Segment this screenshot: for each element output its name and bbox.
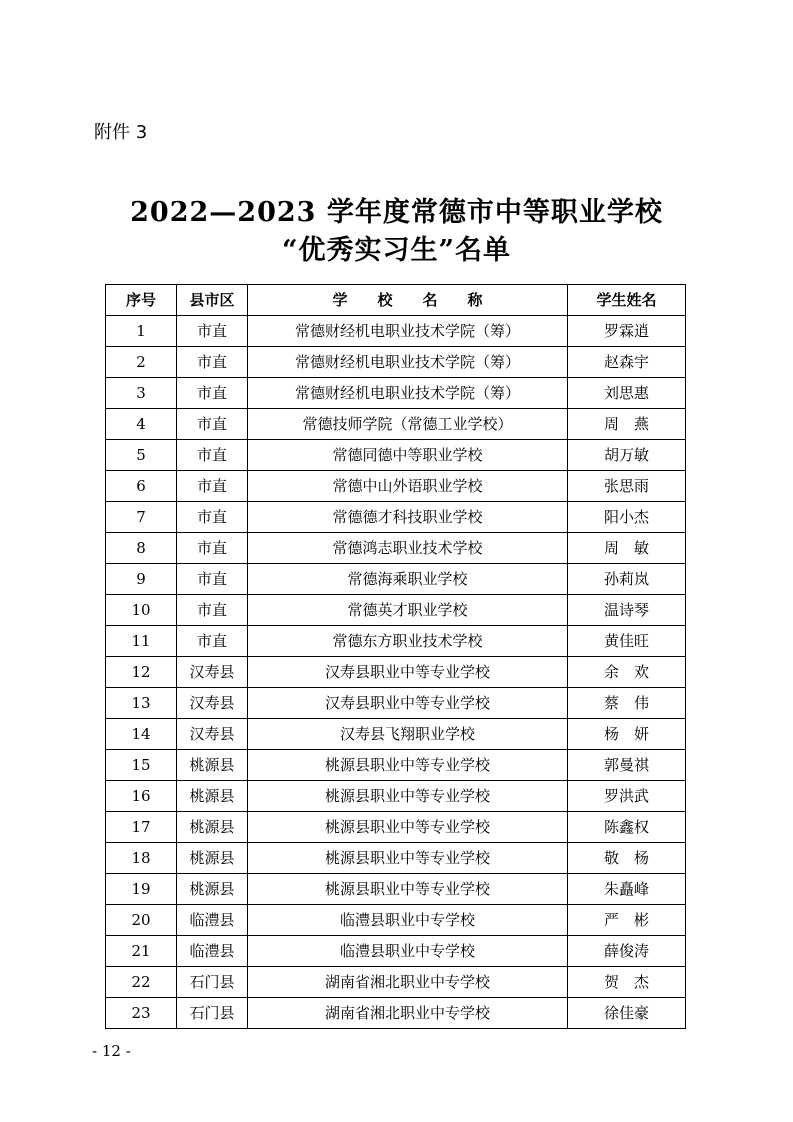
table-row	[106, 347, 686, 378]
cell-index: 22	[106, 967, 177, 998]
header-index: 序号	[106, 285, 177, 316]
cell-district: 桃源县	[177, 750, 248, 781]
table-row	[106, 378, 686, 409]
table-row	[106, 595, 686, 626]
cell-school: 常德海乘职业学校	[248, 564, 568, 595]
table-row	[106, 905, 686, 936]
cell-district: 桃源县	[177, 843, 248, 874]
cell-school: 常德鸿志职业技术学校	[248, 533, 568, 564]
cell-student: 张思雨	[568, 471, 686, 502]
cell-index: 10	[106, 595, 177, 626]
cell-index: 7	[106, 502, 177, 533]
cell-school: 常德技师学院（常德工业学校）	[248, 409, 568, 440]
cell-district: 汉寿县	[177, 657, 248, 688]
table-row	[106, 750, 686, 781]
cell-index: 12	[106, 657, 177, 688]
cell-district: 石门县	[177, 998, 248, 1029]
cell-index: 14	[106, 719, 177, 750]
cell-student: 周 敏	[568, 533, 686, 564]
cell-district: 临澧县	[177, 905, 248, 936]
cell-district: 市直	[177, 440, 248, 471]
cell-student: 郭曼祺	[568, 750, 686, 781]
cell-school: 桃源县职业中等专业学校	[248, 874, 568, 905]
cell-school: 桃源县职业中等专业学校	[248, 812, 568, 843]
cell-district: 市直	[177, 502, 248, 533]
cell-student: 余 欢	[568, 657, 686, 688]
cell-school: 桃源县职业中等专业学校	[248, 781, 568, 812]
page-title-line-2: “优秀实习生”名单	[281, 235, 512, 266]
cell-student: 徐佳豪	[568, 998, 686, 1029]
cell-district: 市直	[177, 316, 248, 347]
table-row	[106, 564, 686, 595]
table-row	[106, 502, 686, 533]
table-row	[106, 440, 686, 471]
cell-school: 湖南省湘北职业中专学校	[248, 998, 568, 1029]
cell-student: 杨 妍	[568, 719, 686, 750]
cell-student: 罗霖逍	[568, 316, 686, 347]
cell-district: 市直	[177, 409, 248, 440]
cell-student: 刘思惠	[568, 378, 686, 409]
table-row	[106, 626, 686, 657]
cell-index: 19	[106, 874, 177, 905]
cell-district: 桃源县	[177, 812, 248, 843]
cell-index: 4	[106, 409, 177, 440]
cell-student: 黄佳旺	[568, 626, 686, 657]
table-row	[106, 719, 686, 750]
cell-index: 23	[106, 998, 177, 1029]
table-body	[106, 316, 686, 1029]
cell-index: 15	[106, 750, 177, 781]
cell-district: 市直	[177, 471, 248, 502]
table-row	[106, 533, 686, 564]
cell-student: 孙莉岚	[568, 564, 686, 595]
cell-index: 21	[106, 936, 177, 967]
table-row	[106, 688, 686, 719]
cell-student: 胡万敏	[568, 440, 686, 471]
cell-school: 湖南省湘北职业中专学校	[248, 967, 568, 998]
table-row	[106, 874, 686, 905]
cell-index: 8	[106, 533, 177, 564]
table-row	[106, 409, 686, 440]
table-row	[106, 843, 686, 874]
cell-student: 赵森宇	[568, 347, 686, 378]
cell-district: 市直	[177, 533, 248, 564]
cell-school: 常德德才科技职业学校	[248, 502, 568, 533]
cell-district: 石门县	[177, 967, 248, 998]
cell-student: 温诗琴	[568, 595, 686, 626]
cell-student: 薛俊涛	[568, 936, 686, 967]
cell-index: 2	[106, 347, 177, 378]
cell-district: 市直	[177, 595, 248, 626]
cell-index: 18	[106, 843, 177, 874]
page-title-line-1: 2022—2023 学年度常德市中等职业学校	[130, 197, 663, 228]
cell-district: 汉寿县	[177, 719, 248, 750]
cell-index: 20	[106, 905, 177, 936]
table-row	[106, 936, 686, 967]
cell-district: 市直	[177, 626, 248, 657]
table-row	[106, 781, 686, 812]
table-row	[106, 812, 686, 843]
cell-student: 敬 杨	[568, 843, 686, 874]
cell-school: 临澧县职业中专学校	[248, 936, 568, 967]
cell-district: 汉寿县	[177, 688, 248, 719]
table-header-row	[106, 285, 686, 316]
cell-school: 桃源县职业中等专业学校	[248, 843, 568, 874]
cell-school: 常德财经机电职业技术学院（筹）	[248, 316, 568, 347]
cell-district: 市直	[177, 564, 248, 595]
table-row	[106, 967, 686, 998]
cell-school: 常德中山外语职业学校	[248, 471, 568, 502]
cell-index: 11	[106, 626, 177, 657]
table-row	[106, 657, 686, 688]
cell-index: 1	[106, 316, 177, 347]
cell-student: 阳小杰	[568, 502, 686, 533]
cell-student: 朱矗峰	[568, 874, 686, 905]
cell-school: 汉寿县职业中等专业学校	[248, 657, 568, 688]
cell-index: 3	[106, 378, 177, 409]
cell-index: 13	[106, 688, 177, 719]
cell-student: 周 燕	[568, 409, 686, 440]
cell-school: 常德同德中等职业学校	[248, 440, 568, 471]
page-number: - 12 -	[92, 1042, 131, 1060]
header-school-name: 学 校 名 称	[248, 285, 568, 316]
cell-school: 常德财经机电职业技术学院（筹）	[248, 378, 568, 409]
header-district: 县市区	[177, 285, 248, 316]
cell-school: 常德英才职业学校	[248, 595, 568, 626]
attachment-label: 附件 3	[94, 122, 148, 143]
cell-index: 17	[106, 812, 177, 843]
cell-district: 临澧县	[177, 936, 248, 967]
cell-district: 桃源县	[177, 781, 248, 812]
cell-student: 贺 杰	[568, 967, 686, 998]
table-row	[106, 316, 686, 347]
cell-school: 汉寿县职业中等专业学校	[248, 688, 568, 719]
header-student-name: 学生姓名	[568, 285, 686, 316]
cell-student: 严 彬	[568, 905, 686, 936]
students-table	[105, 284, 686, 1029]
cell-district: 桃源县	[177, 874, 248, 905]
cell-index: 5	[106, 440, 177, 471]
cell-school: 常德东方职业技术学校	[248, 626, 568, 657]
cell-index: 9	[106, 564, 177, 595]
cell-index: 16	[106, 781, 177, 812]
cell-school: 临澧县职业中专学校	[248, 905, 568, 936]
cell-district: 市直	[177, 347, 248, 378]
table-row	[106, 998, 686, 1029]
cell-index: 6	[106, 471, 177, 502]
cell-school: 常德财经机电职业技术学院（筹）	[248, 347, 568, 378]
cell-student: 陈鑫权	[568, 812, 686, 843]
cell-student: 蔡 伟	[568, 688, 686, 719]
cell-student: 罗洪武	[568, 781, 686, 812]
cell-school: 桃源县职业中等专业学校	[248, 750, 568, 781]
table-row	[106, 471, 686, 502]
cell-district: 市直	[177, 378, 248, 409]
cell-school: 汉寿县飞翔职业学校	[248, 719, 568, 750]
